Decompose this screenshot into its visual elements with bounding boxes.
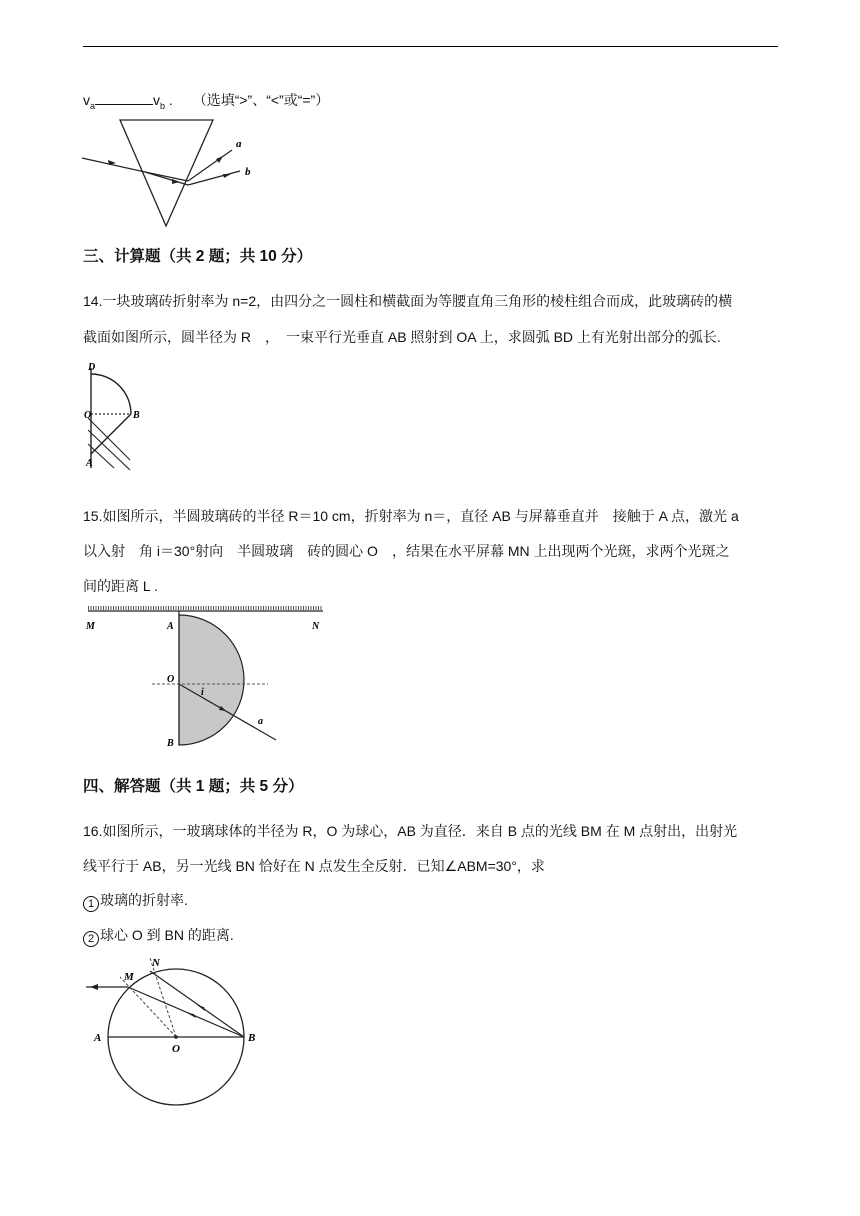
ray-b-arrow <box>223 174 231 178</box>
hypotenuse <box>91 414 131 454</box>
fig15-label-o: O <box>167 674 175 685</box>
sphere-figure <box>84 952 264 1107</box>
q14-line2: 截面如图所示，圆半径为 R ， 一束平行光垂直 AB 照射到 OA 上，求圆弧 BD 上有光射出部分的弧长. <box>83 329 721 345</box>
om-dashed <box>120 977 176 1037</box>
ray-bm <box>128 987 244 1037</box>
section4-heading: 四、解答题（共 1 题；共 5 分） <box>83 778 304 795</box>
fig14-label-b: B <box>133 410 140 421</box>
q15-line3: 间的距离 L . <box>83 578 158 594</box>
fig13-label-a: a <box>236 138 242 150</box>
fig14-label-d: D <box>88 362 96 373</box>
q15-line1: 15.如图所示，半圆玻璃砖的半径 R＝10 cm，折射率为 n＝，直径 AB 与屏幕垂直并 接触于 A 点，激光 a <box>83 508 739 524</box>
q13-answer-line <box>83 90 329 116</box>
fig16-label-b: B <box>248 1032 256 1044</box>
va-label: $v_a$ <box>83 92 96 111</box>
prism-figure <box>80 115 260 230</box>
inner-ray-b <box>145 172 188 181</box>
inner-arrow <box>172 179 180 184</box>
q16-item1: 1 玻璃的折射率. <box>83 890 188 912</box>
q14-line1: 14.一块玻璃砖折射率为 n=2，由四分之一圆柱和横截面为等腰直角三角形的棱柱组合而成，此玻璃砖的横 <box>83 293 733 309</box>
exit-arrow <box>90 984 98 990</box>
q13-period: . <box>168 92 173 108</box>
fig15-label-a: A <box>167 621 174 632</box>
fig14-label-o: O <box>84 410 92 421</box>
fig16-label-n: N <box>152 957 160 969</box>
fig14-label-a: A <box>86 458 93 469</box>
circled-number-2: 2 <box>83 931 99 947</box>
q16-line2: 线平行于 AB，另一光线 BN 恰好在 N 点发生全反射．已知∠ABM=30°，求 <box>83 858 545 874</box>
q15-line2: 以入射 角 i＝30°射向 半圆玻璃 砖的圆心 O ，结果在水平屏幕 MN 上出现两个光斑，求两个光斑之 <box>83 543 730 559</box>
fig16-label-m: M <box>124 971 134 983</box>
parallel-ray-1 <box>88 418 130 460</box>
q16-item2: 2 球心 O 到 BN 的距离. <box>83 925 234 947</box>
quarter-circle-prism-figure <box>84 360 144 472</box>
semicircle-figure <box>80 606 330 748</box>
circled-number-1: 1 <box>83 896 99 912</box>
arc-bd <box>91 374 131 414</box>
ray-a-arrow <box>216 156 223 163</box>
ray-bn <box>150 971 244 1037</box>
fig16-label-a: A <box>94 1032 102 1044</box>
header-rule <box>83 46 778 47</box>
section3-heading: 三、计算题（共 2 题；共 10 分） <box>83 248 313 265</box>
fig16-label-o: O <box>172 1043 180 1055</box>
incident-ray <box>82 158 145 172</box>
center-dot <box>174 1035 178 1039</box>
vb-label: $v_b$ <box>153 92 166 111</box>
ray-b <box>188 171 240 185</box>
fig15-label-i: i <box>201 687 204 698</box>
semicircle-glass <box>179 615 244 745</box>
fig15-label-a-ray: a <box>258 716 263 727</box>
fig15-label-b: B <box>167 738 174 748</box>
q13-hint: （选填“>”、“<”或“=”） <box>192 92 330 108</box>
fig13-label-b: b <box>245 166 251 178</box>
bm-arrow <box>187 1013 196 1018</box>
bn-arrow <box>197 1005 205 1011</box>
fig15-label-n: N <box>312 621 320 632</box>
q16-line1: 16.如图所示，一玻璃球体的半径为 R，O 为球心，AB 为直径．来自 B 点的光线 BM 在 M 点射出，出射光 <box>83 823 738 839</box>
fig15-label-m: M <box>86 621 95 632</box>
answer-blank[interactable] <box>95 92 153 105</box>
